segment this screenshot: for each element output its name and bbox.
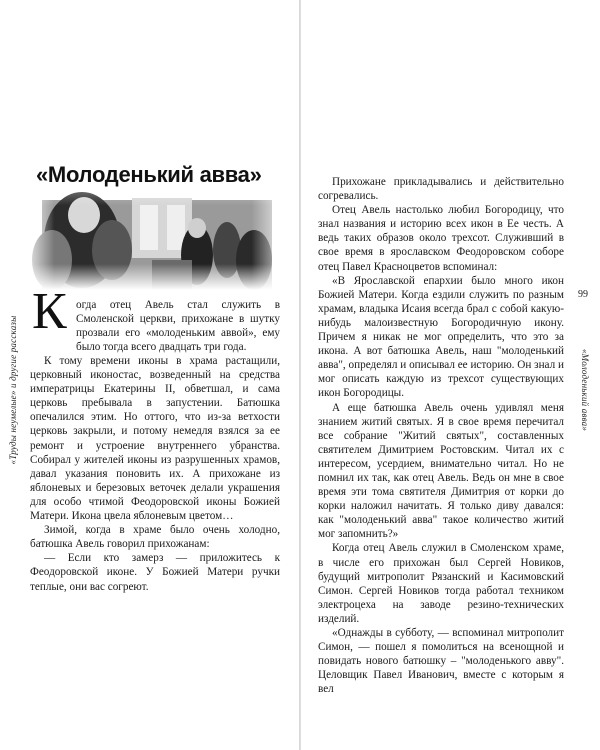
drop-cap: К — [32, 283, 67, 340]
opening-paragraph: огда отец Авель стал служить в Смоленской церкви, прихожане в шутку прозвали его «молоденьким аввой», ему было тогда всего двадцать три года. — [76, 299, 280, 354]
paragraph: Отец Авель настолько любил Богородицу, что знал названия и историю всех икон в Ее честь. А ведь таких образов около трехсот. Служивший в свое время в ярославском Феодоровском соборе отец Павел Красноцветов вспоминал: — [318, 204, 564, 273]
right-running-head: «Молоденький авва» — [580, 348, 590, 432]
left-running-head: «Труды неумелые» и другие рассказы — [8, 315, 18, 465]
paragraph: Зимой, когда в храме было очень холодно, батюшка Авель говорил прихожанам: — [30, 524, 280, 551]
paragraph: Когда отец Авель служил в Смоленском храме, в числе его прихожан был Сергей Новиков, будущий митрополит Рязанский и Касимовский Симон. Сергей Новиков тогда работал техником электроцеха на заводе резино-технических изделий. — [318, 542, 564, 625]
chapter-title: «Молоденький авва» — [36, 162, 262, 187]
right-body-text — [318, 175, 564, 696]
paragraph: «Однажды в субботу, — вспоминал митрополит Симон, — пошел я помолиться на всенощной и повидать нового батюшку – "молоденького авву". Целовщик Павел Иванович, вместе с которым я вел — [318, 627, 564, 696]
paragraph: А еще батюшка Авель очень удивлял меня знанием житий святых. Я в свое время перечитал все собрание "Житий святых", составленных святителем Димитрием Ростовским. Читал их с интересом, усердием, внимательно читал. Но не помнил их так, как отец Авель. Ведь он мне в свое время эти тома святителя Димитрия от корки до корки наложил начитать. Я только диву давался: как "молоденький авва" такое количество житий мог запомнить?» — [318, 401, 564, 541]
left-body-text — [30, 354, 280, 594]
page-number: 99 — [578, 289, 588, 300]
paragraph: — Если кто замерз — приложитесь к Феодоровской иконе. У Божией Матери ручки теплые, они вас согреют. — [30, 552, 280, 593]
paragraph: «В Ярославской епархии было много икон Божией Матери. Когда ездили служить по разным храмам, владыка Исаия всегда брал с собой какую-нибудь малоизвестную Богородичную икону. Причем я никак не мог определить, что это за икона. А вот батюшка Авель, наш "молоденький авва", определял и описывал ее историю. Он знал и мог описать каждую из трехсот существующих икон Богородицы. — [318, 274, 564, 400]
paragraph: Прихожане прикладывались и действительно согревались. — [318, 176, 564, 203]
paragraph: К тому времени иконы в храма растащили, церковный иконостас, возведенный на средства императрицы Екатерины II, обветшал, и сама церковь пребывала в запустении. Батюшка опечалился этим. Но оттого, что из-за ветхости церковь закрыли, и потому немедля взялся за ее ремонт и устроение внутреннего убранства. Собирал у жителей иконы из разрушенных храмов, давал указания поновить их. А прихожане из яблоневых и березовых веточек делали украшения для особо чтимой Феодоровской иконы Божией Матери. Икона цвела яблоневым цветом… — [30, 355, 280, 523]
